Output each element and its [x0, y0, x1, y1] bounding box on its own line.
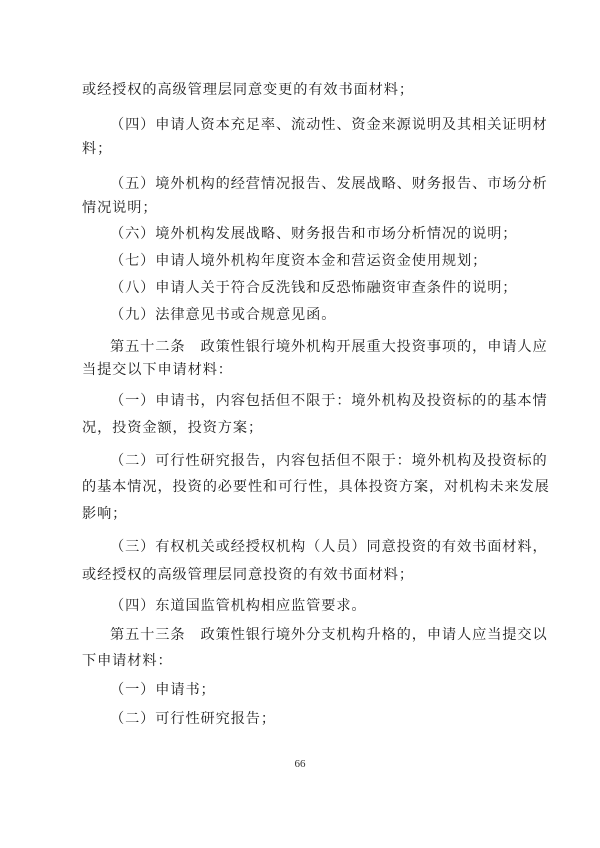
paragraph-line: （八）申请人关于符合反洗钱和反恐怖融资审查条件的说明；: [110, 280, 518, 296]
paragraph-line: （一）申请书；: [110, 682, 216, 698]
paragraph-line: （四）东道国监管机构相应监管要求。: [110, 598, 367, 614]
paragraph-line: 下申请材料：: [82, 653, 173, 669]
paragraph-line: （六）境外机构发展战略、财务报告和市场分析情况的说明；: [110, 226, 518, 242]
paragraph-line: 或经授权的高级管理层同意投资的有效书面材料；: [82, 567, 414, 583]
paragraph-line: 情况说明；: [82, 200, 158, 216]
paragraph-line: 况，投资金额，投资方案；: [82, 420, 264, 436]
paragraph-line: 当提交以下申请材料：: [82, 362, 233, 378]
paragraph-line: （五）境外机构的经营情况报告、发展战略、财务报告、市场分析: [110, 176, 548, 192]
paragraph-line: （一）申请书，内容包括但不限于：境外机构及投资标的的基本情: [110, 393, 548, 409]
paragraph-line: （二）可行性研究报告；: [110, 711, 276, 727]
paragraph-line: （三）有权机关或经授权机构（人员）同意投资的有效书面材料，: [110, 539, 548, 555]
paragraph-line: 影响；: [82, 506, 128, 522]
paragraph-line: 料；: [82, 141, 113, 157]
article-heading-line: 第五十二条 政策性银行境外机构开展重大投资事项的，申请人应: [110, 339, 548, 355]
paragraph-line: （四）申请人资本充足率、流动性、资金来源说明及其相关证明材: [110, 117, 548, 133]
article-heading-line: 第五十三条 政策性银行境外分支机构升格的，申请人应当提交以: [110, 627, 548, 643]
paragraph-line: （七）申请人境外机构年度资本金和营运资金使用规划；: [110, 253, 488, 269]
page-number: 66: [294, 758, 306, 770]
paragraph-line: （二）可行性研究报告，内容包括但不限于：境外机构及投资标的: [110, 453, 548, 469]
paragraph-line: 的基本情况，投资的必要性和可行性，具体投资方案，对机构未来发展: [82, 479, 550, 495]
paragraph-line: （九）法律意见书或合规意见函。: [110, 307, 337, 323]
paragraph-line: 或经授权的高级管理层同意变更的有效书面材料；: [82, 82, 414, 98]
